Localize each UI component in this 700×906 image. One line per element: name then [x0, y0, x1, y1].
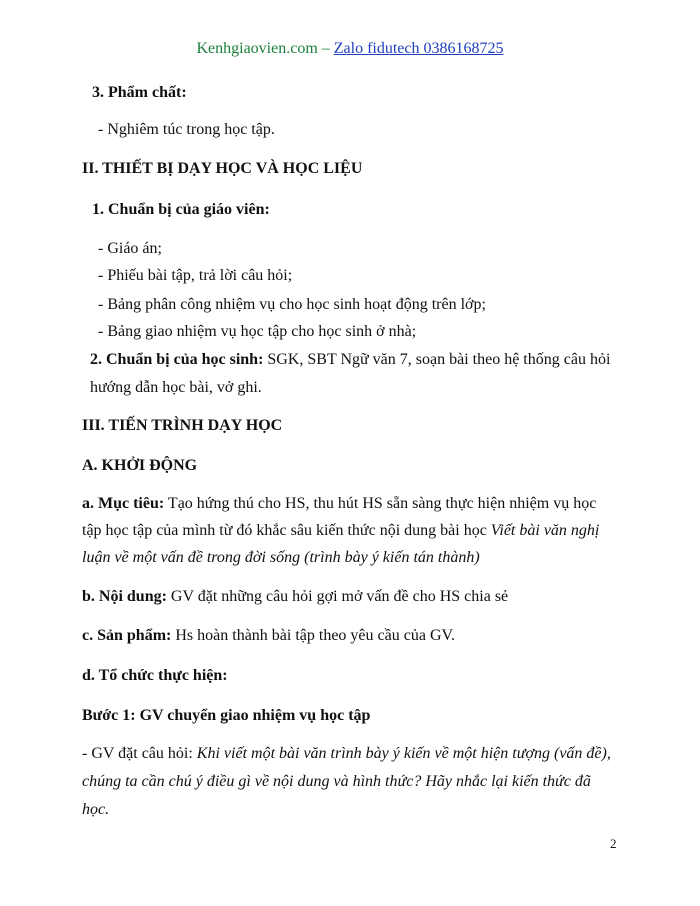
gv-item: - Giáo án;	[98, 240, 162, 257]
section-ii-heading: II. THIẾT BỊ DẠY HỌC VÀ HỌC LIỆU	[82, 160, 363, 177]
muc-tieu-line-1	[82, 495, 596, 513]
muc-tieu-line-2	[82, 522, 599, 540]
hs-prep-text: SGK, SBT Ngữ văn 7, soạn bài theo hệ thống câu hỏi	[263, 351, 611, 368]
noi-dung-line	[82, 588, 508, 606]
to-chuc-heading: d. Tổ chức thực hiện:	[82, 667, 228, 684]
header-site-name: Kenhgiaovien.com	[196, 40, 318, 57]
hs-prep-label: 2. Chuẩn bị của học sinh:	[90, 351, 264, 368]
gv-question-text-3: học.	[82, 801, 110, 818]
pham-chat-item: - Nghiêm túc trong học tập.	[98, 121, 275, 138]
muc-tieu-text-2: tập học tập của mình từ đó khắc sâu kiến thức nội dung bài học	[82, 522, 491, 539]
muc-tieu-text-1: Tạo hứng thú cho HS, thu hút HS sẵn sàng thực hiện nhiệm vụ học	[164, 495, 597, 512]
header-separator: –	[317, 40, 334, 57]
gv-question-prefix: - GV đặt câu hỏi:	[82, 745, 197, 762]
noi-dung-text: GV đặt những câu hỏi gợi mở vấn đề cho HS chia sẻ	[166, 588, 509, 605]
gv-item: - Phiếu bài tập, trả lời câu hỏi;	[98, 267, 293, 284]
lesson-title-part-1: Viết bài văn nghị	[490, 522, 600, 539]
san-pham-label: c. Sản phẩm:	[82, 627, 172, 644]
gv-question-text-1: Khi viết một bài văn trình bày ý kiến về một hiện tượng (vấn đề),	[196, 745, 611, 762]
gv-item: - Bảng giao nhiệm vụ học tập cho học sinh ở nhà;	[98, 323, 417, 340]
section-a-heading: A. KHỞI ĐỘNG	[82, 457, 198, 474]
header-contact-link[interactable]: Zalo fidutech 0386168725	[333, 40, 504, 57]
hs-prep-line	[90, 351, 610, 369]
gv-prep-heading: 1. Chuẩn bị của giáo viên:	[92, 201, 270, 218]
buoc-1-heading: Bước 1: GV chuyển giao nhiệm vụ học tập	[82, 707, 371, 724]
page-number: 2	[610, 836, 617, 851]
gv-question-text-2: chúng ta cần chú ý điều gì về nội dung và hình thức? Hãy nhắc lại kiến thức đã	[82, 773, 591, 790]
section-iii-heading: III. TIẾN TRÌNH DẠY HỌC	[82, 417, 283, 434]
san-pham-line	[82, 627, 455, 645]
gv-question-line-1	[82, 745, 611, 763]
page-header	[0, 40, 700, 58]
muc-tieu-label: a. Mục tiêu:	[82, 495, 165, 512]
gv-item: - Bảng phân công nhiệm vụ cho học sinh hoạt động trên lớp;	[98, 296, 486, 313]
pham-chat-heading: 3. Phẩm chất:	[92, 84, 187, 101]
noi-dung-label: b. Nội dung:	[82, 588, 167, 605]
san-pham-text: Hs hoàn thành bài tập theo yêu cầu của GV.	[171, 627, 455, 644]
lesson-title-part-2: luận về một vấn đề trong đời sống (trình bày ý kiến tán thành)	[82, 549, 480, 566]
hs-prep-line-2: hướng dẫn học bài, vở ghi.	[90, 379, 262, 396]
